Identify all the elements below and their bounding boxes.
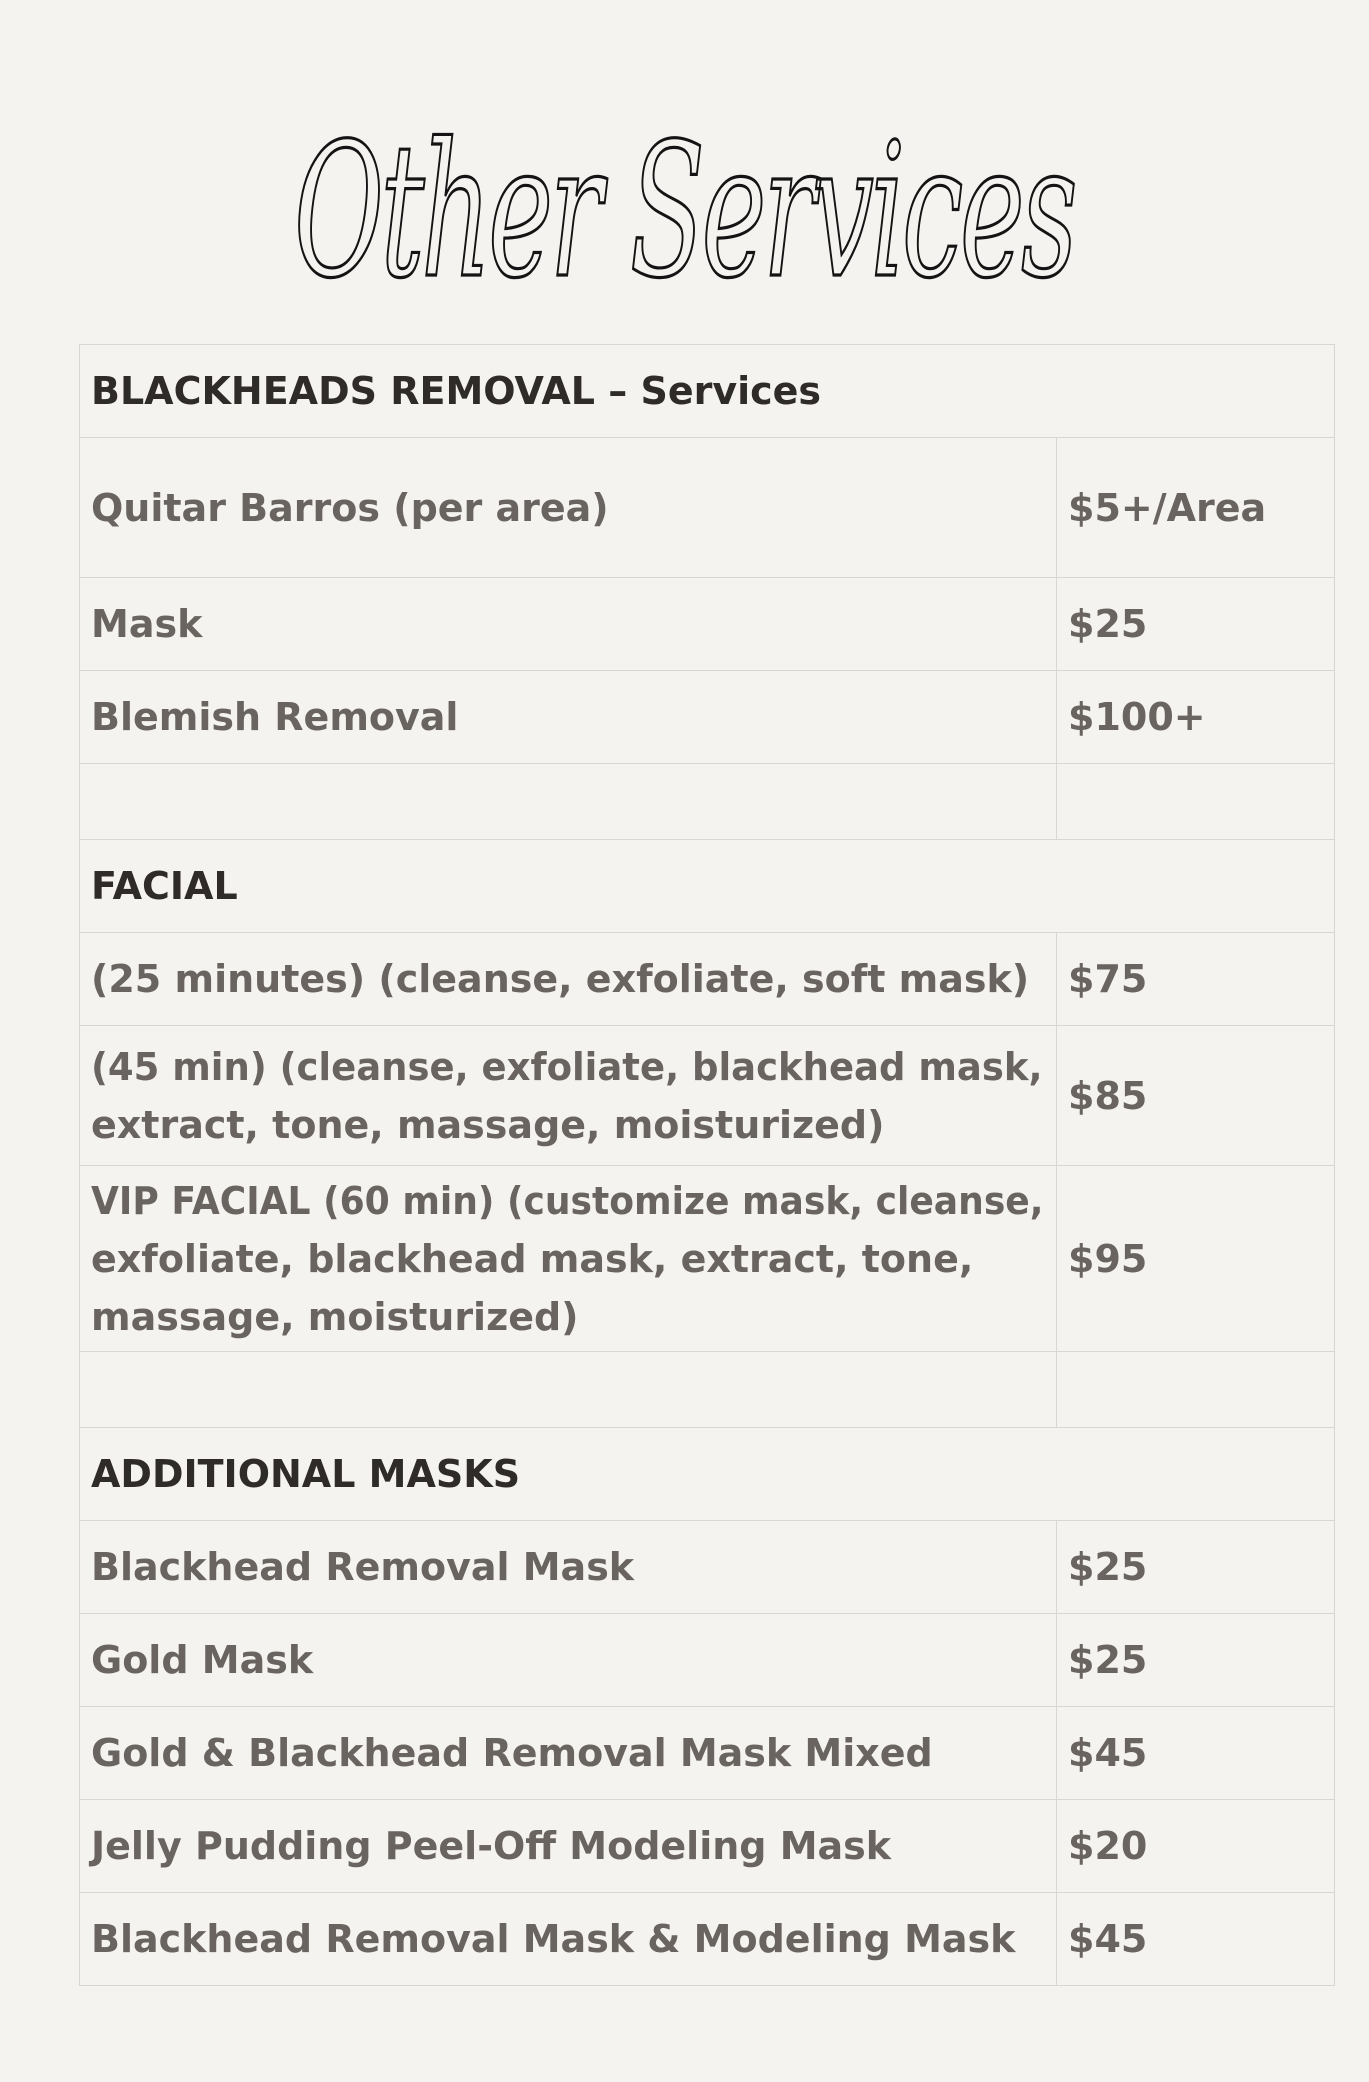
service-price: $95	[1057, 1166, 1335, 1352]
service-name: (25 minutes) (cleanse, exfoliate, soft mask)	[80, 933, 1057, 1026]
section-header-row	[80, 345, 1335, 438]
table-row	[80, 933, 1335, 1026]
spacer-row	[80, 764, 1335, 840]
service-name: Blackhead Removal Mask & Modeling Mask	[80, 1893, 1057, 1986]
service-name: Gold & Blackhead Removal Mask Mixed	[80, 1707, 1057, 1800]
table-row	[80, 1166, 1335, 1352]
service-price: $20	[1057, 1800, 1335, 1893]
service-price: $25	[1057, 578, 1335, 671]
table-row	[80, 1800, 1335, 1893]
service-price: $45	[1057, 1707, 1335, 1800]
table-row	[80, 1893, 1335, 1986]
table-row	[80, 1521, 1335, 1614]
service-name: Gold Mask	[80, 1614, 1057, 1707]
service-price: $85	[1057, 1026, 1335, 1166]
table-row	[80, 1614, 1335, 1707]
spacer-row	[80, 1352, 1335, 1428]
service-price: $45	[1057, 1893, 1335, 1986]
section-heading: ADDITIONAL MASKS	[80, 1428, 1335, 1521]
section-heading: BLACKHEADS REMOVAL – Services	[80, 345, 1335, 438]
empty-cell	[80, 764, 1057, 840]
empty-cell	[1057, 1352, 1335, 1428]
service-price: $75	[1057, 933, 1335, 1026]
service-name: Blackhead Removal Mask	[80, 1521, 1057, 1614]
table-row	[80, 438, 1335, 578]
service-name: Quitar Barros (per area)	[80, 438, 1057, 578]
table-row	[80, 1707, 1335, 1800]
empty-cell	[80, 1352, 1057, 1428]
service-price: $25	[1057, 1521, 1335, 1614]
section-header-row	[80, 840, 1335, 933]
section-header-row	[80, 1428, 1335, 1521]
section-heading: FACIAL	[80, 840, 1335, 933]
service-price: $100+	[1057, 671, 1335, 764]
page-title-text: Other Services	[294, 103, 1075, 319]
service-name: VIP FACIAL (60 min) (customize mask, cleanse, exfoliate, blackhead mask, extract, tone, massage, moisturized)	[80, 1166, 1057, 1352]
service-name: (45 min) (cleanse, exfoliate, blackhead mask, extract, tone, massage, moisturized)	[80, 1026, 1057, 1166]
service-name: Blemish Removal	[80, 671, 1057, 764]
table-row	[80, 1026, 1335, 1166]
table-row	[80, 671, 1335, 764]
service-name: Jelly Pudding Peel-Off Modeling Mask	[80, 1800, 1057, 1893]
empty-cell	[1057, 764, 1335, 840]
table-row	[80, 578, 1335, 671]
service-price: $25	[1057, 1614, 1335, 1707]
service-price: $5+/Area	[1057, 438, 1335, 578]
services-table	[79, 344, 1335, 1986]
service-name: Mask	[80, 578, 1057, 671]
page-title	[0, 70, 1369, 340]
